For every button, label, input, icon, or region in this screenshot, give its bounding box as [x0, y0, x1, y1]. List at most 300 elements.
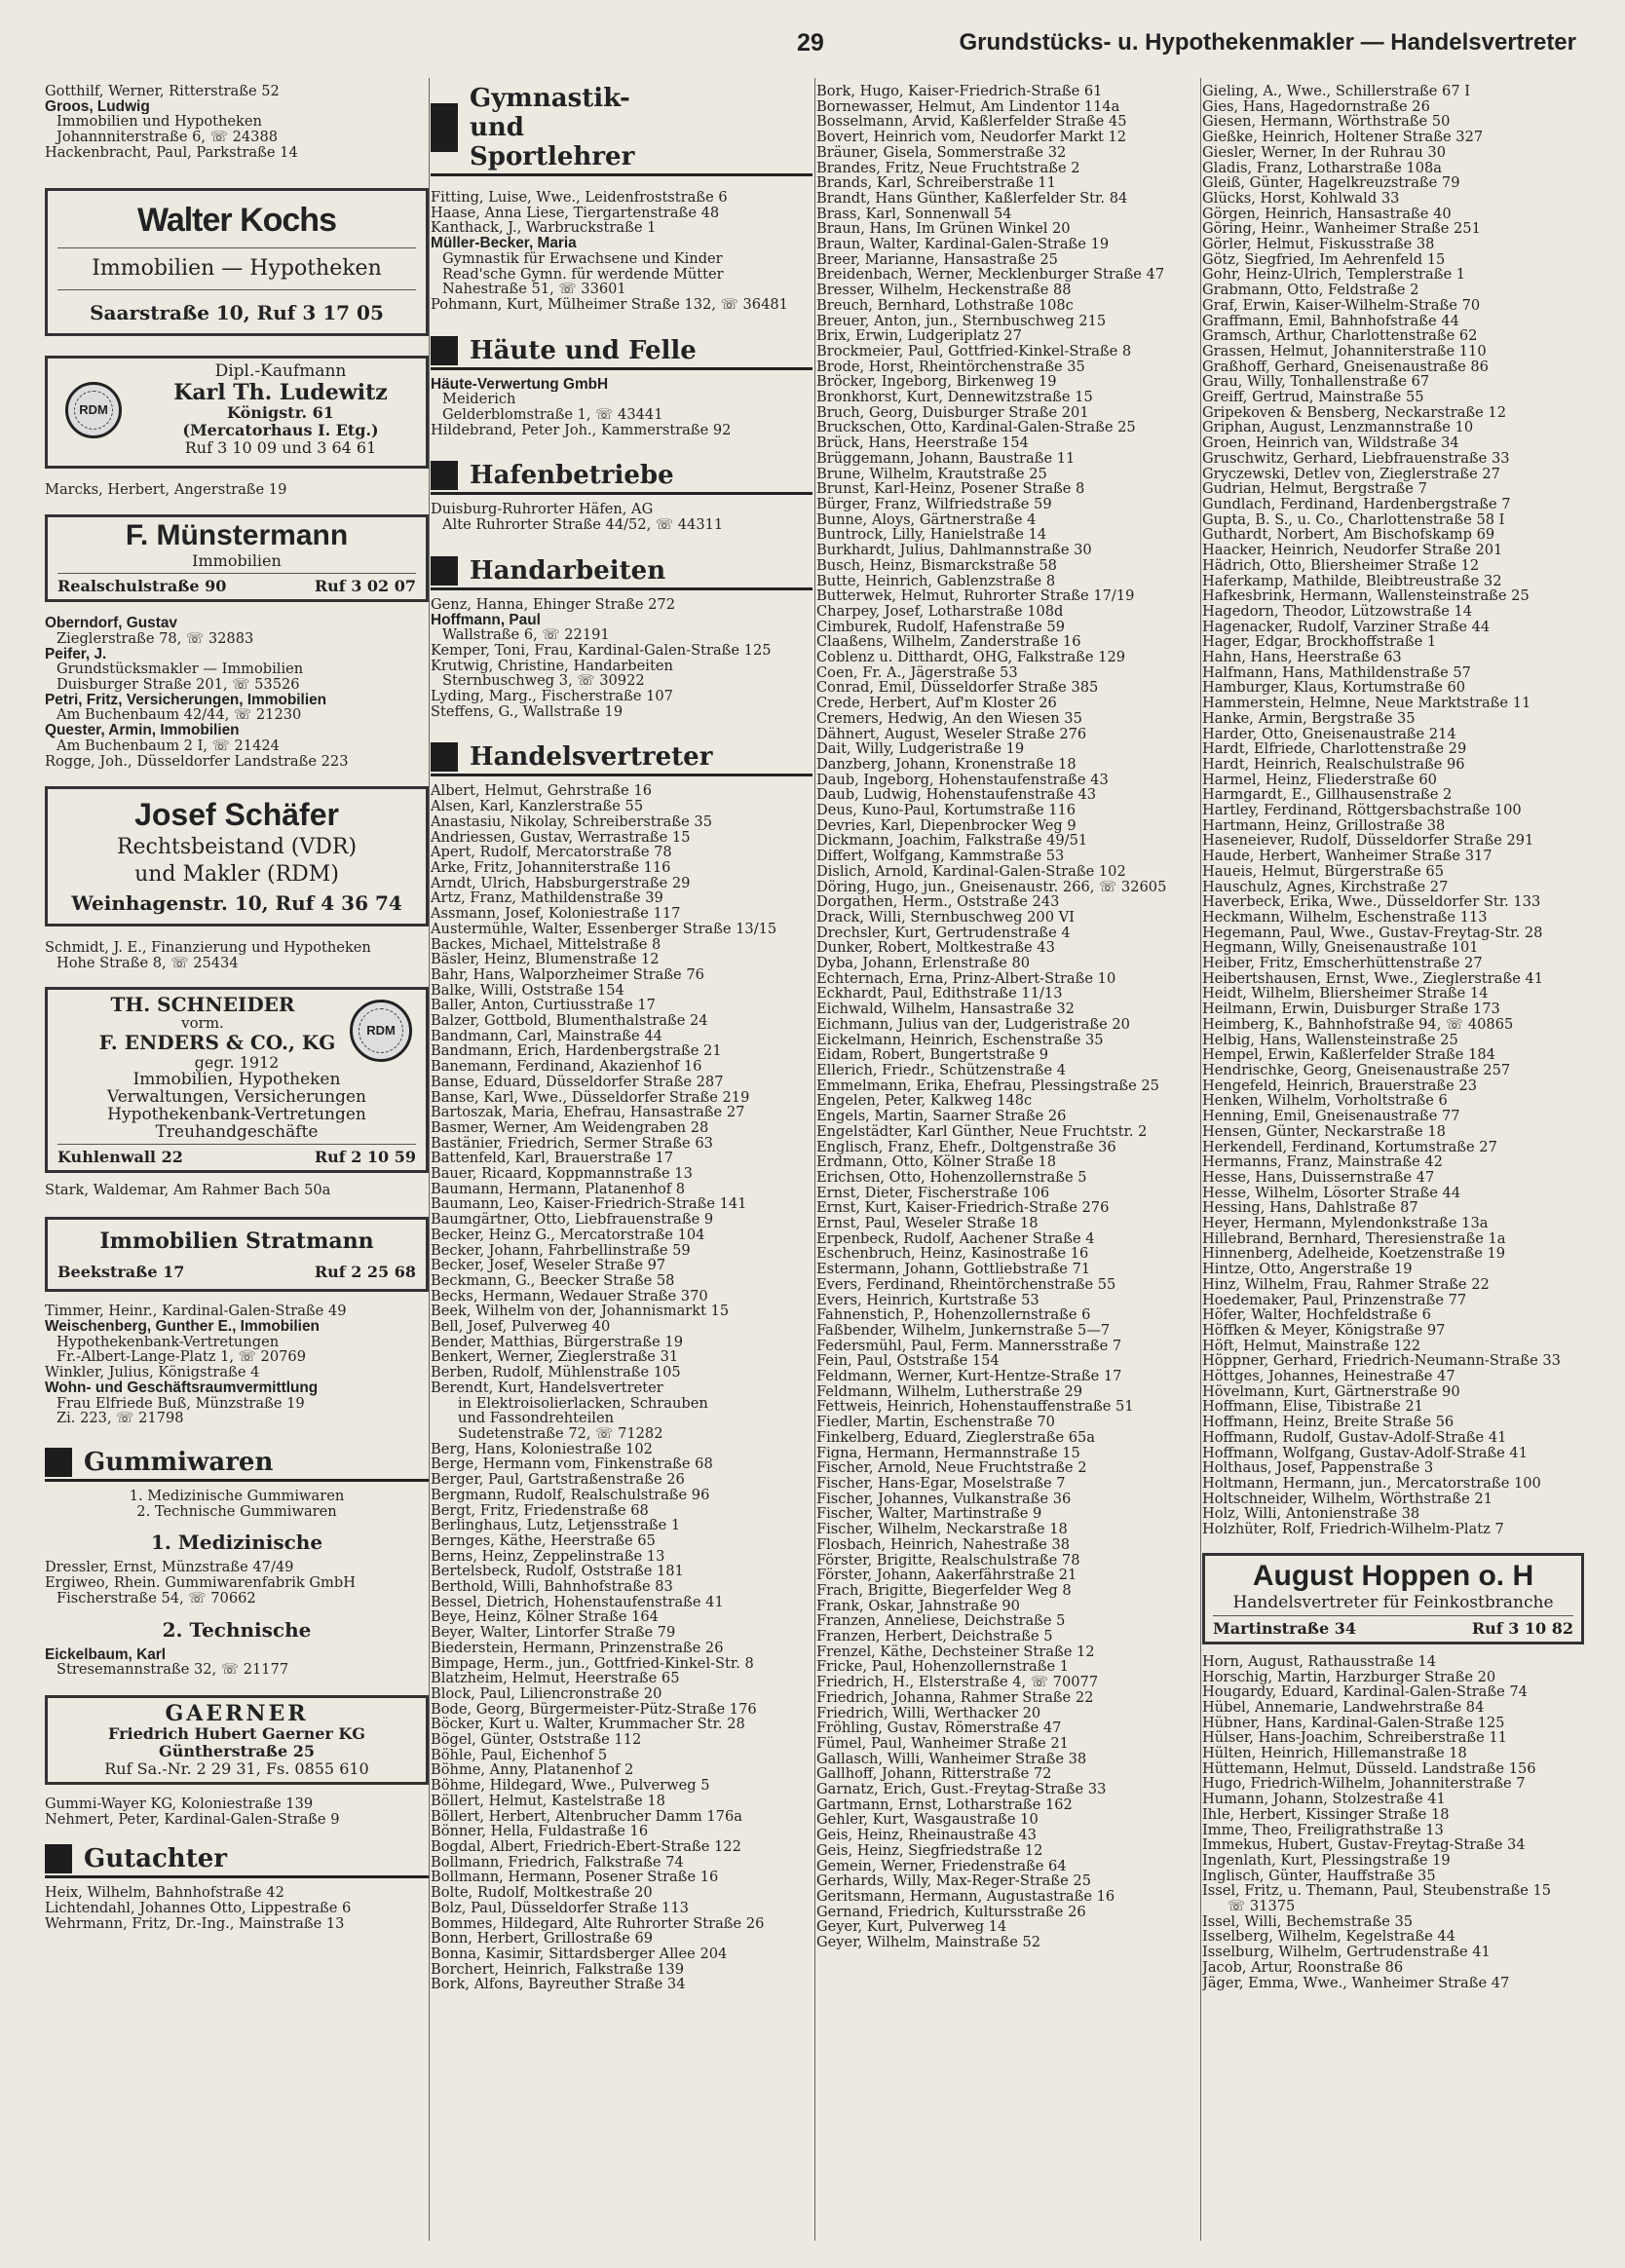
directory-entry: Hoffmann, Elise, Tibistraße 21	[1202, 1399, 1423, 1416]
directory-entry: Breuer, Anton, jun., Sternbuschweg 215	[816, 313, 1107, 329]
entry-group	[431, 1396, 812, 1442]
ad-ludewitz	[45, 356, 429, 469]
directory-entry: Berendt, Kurt, Handelsvertreter	[431, 1380, 663, 1396]
directory-entry: Fischer, Hans-Egar, Moselstraße 7	[816, 1475, 1066, 1492]
column-1	[45, 84, 429, 2237]
directory-entry: Fischer, Johannes, Vulkanstraße 36	[816, 1491, 1072, 1507]
rdm-logo-icon: RDM	[350, 1000, 412, 1062]
directory-entry: Baumann, Leo, Kaiser-Friedrich-Straße 141	[431, 1196, 747, 1213]
directory-entry: Benkert, Werner, Zieglerstraße 31	[431, 1349, 679, 1366]
directory-entry: Berg, Hans, Koloniestraße 102	[431, 1441, 653, 1457]
entry-name: Oberndorf, Gustav	[45, 616, 177, 631]
directory-entry: Hagenacker, Rudolf, Varziner Straße 44	[1202, 619, 1491, 635]
ad-line: Immobilien, Hypotheken	[132, 1069, 341, 1089]
ad-stratmann	[45, 1217, 429, 1292]
directory-entry: Heimberg, K., Bahnhofstraße 94, ☏ 40865	[1202, 1016, 1514, 1033]
directory-entry: Humann, Johann, Stolzestraße 41	[1202, 1792, 1446, 1807]
directory-entry: Guthardt, Norbert, Am Bischofskamp 69	[1202, 527, 1495, 544]
column-4	[1202, 84, 1584, 2237]
directory-entry: Ernst, Dieter, Fischerstraße 106	[816, 1185, 1050, 1201]
entry-group	[45, 482, 429, 498]
directory-entry: Bandmann, Erich, Hardenbergstraße 21	[431, 1043, 722, 1060]
directory-entry: Fischer, Arnold, Neue Fruchtstraße 2	[816, 1460, 1087, 1476]
entry-group	[45, 1647, 429, 1663]
sub-heading: 2. Technische	[162, 1617, 312, 1642]
directory-entry: Nahestraße 51, ☏ 33601	[442, 282, 626, 297]
directory-entry: Fröhling, Gustav, Römerstraße 47	[816, 1720, 1062, 1736]
directory-entry: Crede, Herbert, Auf'm Kloster 26	[816, 696, 1057, 711]
directory-entry: Issel, Willi, Bechemstraße 35	[1202, 1913, 1414, 1930]
directory-entry: 2. Technische Gummiwaren	[136, 1503, 337, 1520]
directory-entry: Herkendell, Ferdinand, Kortumstraße 27	[1202, 1139, 1497, 1155]
ad-line: Güntherstraße 25	[159, 1741, 315, 1760]
directory-entry: Hempel, Erwin, Kaßlerfelder Straße 184	[1202, 1047, 1495, 1063]
entry-group	[45, 1319, 429, 1335]
entry-group	[431, 423, 812, 438]
directory-entry: Hugo, Friedrich-Wilhelm, Johanniterstraße 7	[1202, 1776, 1526, 1793]
directory-entry: Evers, Ferdinand, Rheintörchenstraße 55	[816, 1276, 1116, 1293]
directory-entry: Eichwald, Wilhelm, Hansastraße 32	[816, 1002, 1075, 1017]
section-heading-gymnastik: Gymnastik- und Sportlehrer	[431, 84, 812, 176]
directory-entry: Hauschulz, Agnes, Kirchstraße 27	[1202, 879, 1449, 895]
directory-entry: Brass, Karl, Sonnenwall 54	[816, 206, 1012, 222]
directory-entry: Bork, Hugo, Kaiser-Friedrich-Straße 61	[816, 84, 1103, 99]
directory-entry: Assmann, Josef, Koloniestraße 117	[431, 906, 681, 922]
entry-group	[45, 1335, 429, 1365]
directory-entry: Förster, Brigitte, Realschulstraße 78	[816, 1552, 1080, 1569]
ad-line: Immobilien — Hypotheken	[92, 255, 382, 281]
directory-entry: Zieglerstraße 78, ☏ 32883	[57, 630, 254, 647]
directory-entry: Hensen, Günter, Neckarstraße 18	[1202, 1123, 1446, 1140]
entry-group	[816, 894, 1198, 1675]
column-rule	[429, 78, 430, 2241]
directory-entry: Braun, Walter, Kardinal-Galen-Straße 19	[816, 237, 1110, 252]
directory-entry: Becker, Johann, Fahrbellinstraße 59	[431, 1242, 691, 1259]
directory-entry: Böhme, Anny, Platanenhof 2	[431, 1762, 634, 1779]
ad-line: Treuhandgeschäfte	[155, 1121, 319, 1142]
column-3	[816, 84, 1198, 2237]
entry-group	[45, 1796, 429, 1827]
directory-entry: Halfmann, Hans, Mathildenstraße 57	[1202, 664, 1471, 681]
directory-entry: Dislich, Arnold, Kardinal-Galen-Straße 102	[816, 863, 1126, 880]
directory-entry: Fischerstraße 54, ☏ 70662	[57, 1590, 256, 1606]
directory-entry: Holzhüter, Rolf, Friedrich-Wilhelm-Platz 7	[1202, 1522, 1504, 1537]
directory-entry: Bergt, Fritz, Friedenstraße 68	[431, 1502, 649, 1519]
entry-group	[431, 627, 812, 643]
column-rule	[814, 78, 815, 2241]
directory-entry: Hengefeld, Heinrich, Brauerstraße 23	[1202, 1077, 1478, 1094]
ad-phone: Ruf 3 10 09 und 3 64 61	[184, 437, 377, 457]
directory-entry: Höft, Helmut, Mainstraße 122	[1202, 1338, 1421, 1354]
entry-name: Groos, Ludwig	[45, 98, 150, 115]
column-2	[431, 84, 812, 2237]
directory-entry: Görgen, Heinrich, Hansastraße 40	[1202, 206, 1452, 222]
directory-entry: Isselburg, Wilhelm, Gertrudenstraße 41	[1202, 1945, 1491, 1960]
ad-august-hoppen	[1202, 1553, 1584, 1644]
directory-entry: Haseneiever, Rudolf, Düsseldorfer Straße 291	[1202, 833, 1534, 850]
directory-entry: Hessing, Hans, Dahlstraße 87	[1202, 1200, 1418, 1217]
directory-entry: Frau Elfriede Buß, Münzstraße 19	[57, 1395, 305, 1412]
directory-entry: Austermühle, Walter, Essenberger Straße 13/15	[431, 921, 777, 937]
entry-name: Quester, Armin, Immobilien	[45, 723, 240, 738]
entry-group	[45, 1489, 429, 1519]
rdm-logo-icon: RDM	[65, 382, 122, 438]
directory-entry: Haverbeck, Erika, Wwe., Düsseldorfer Str. 133	[1202, 894, 1541, 910]
directory-entry: Förster, Johann, Aakerfährstraße 21	[816, 1568, 1077, 1583]
entry-group	[45, 940, 429, 956]
ad-name: Karl Th. Ludewitz	[173, 379, 388, 405]
directory-entry: Fettweis, Heinrich, Hohenstauffenstraße 51	[816, 1399, 1134, 1416]
ad-address: Weinhagenstr. 10, Ruf 4 36 74	[71, 891, 402, 916]
directory-entry: Differt, Wolfgang, Kammstraße 53	[816, 849, 1065, 864]
directory-entry: Böcker, Kurt u. Walter, Krummacher Str. 28	[431, 1717, 745, 1733]
directory-entry: Ernst, Kurt, Kaiser-Friedrich-Straße 276	[816, 1200, 1110, 1217]
entry-group	[45, 1591, 429, 1606]
directory-entry: Horn, August, Rathausstraße 14	[1202, 1653, 1436, 1670]
directory-entry: Jacob, Artur, Roonstraße 86	[1202, 1959, 1404, 1976]
sub-heading: 1. Medizinische	[150, 1531, 323, 1555]
entry-group	[45, 145, 429, 161]
directory-entry: Franzen, Anneliese, Deichstraße 5	[816, 1613, 1066, 1630]
directory-entry: Eickelmann, Heinrich, Eschenstraße 35	[816, 1032, 1104, 1048]
ad-name: F. ENDERS & CO., KG	[98, 1030, 336, 1054]
directory-entry: Heiber, Fritz, Emscherhüttenstraße 27	[1202, 956, 1483, 971]
directory-entry: Federsmühl, Paul, Ferm. Mannersstraße 7	[816, 1338, 1122, 1354]
directory-entry: Duisburg-Ruhrorter Häfen, AG	[431, 502, 654, 518]
directory-entry: Rogge, Joh., Düsseldorfer Landstraße 223	[45, 753, 349, 770]
directory-entry: Blatzheim, Helmut, Heerstraße 65	[431, 1671, 680, 1686]
directory-entry: Bernges, Käthe, Heerstraße 65	[431, 1532, 656, 1549]
directory-entry: Heidt, Wilhelm, Bliersheimer Straße 14	[1202, 986, 1489, 1002]
directory-entry: Emmelmann, Erika, Ehefrau, Plessingstraße 25	[816, 1077, 1159, 1094]
directory-entry: Frach, Brigitte, Biegerfelder Weg 8	[816, 1582, 1072, 1599]
directory-entry: Marcks, Herbert, Angerstraße 19	[45, 481, 287, 498]
directory-entry: Beye, Heinz, Kölner Straße 164	[431, 1609, 659, 1626]
directory-entry: Inglisch, Günter, Hauffstraße 35	[1202, 1868, 1436, 1884]
directory-entry: Gernand, Friedrich, Kultursstraße 26	[816, 1904, 1086, 1920]
entry-name: Müller-Becker, Maria	[431, 236, 577, 251]
directory-entry: Geis, Heinz, Rheinaustraße 43	[816, 1828, 1037, 1843]
entry-group	[431, 673, 812, 689]
directory-entry: Kemper, Toni, Frau, Kardinal-Galen-Straße 125	[431, 642, 772, 659]
directory-entry: Brode, Horst, Rheintörchenstraße 35	[816, 359, 1085, 375]
directory-entry: Höfer, Walter, Hochfeldstraße 6	[1202, 1307, 1431, 1323]
section-heading-hafenbetriebe: Hafenbetriebe	[431, 461, 812, 495]
entry-group	[1202, 1899, 1584, 1914]
directory-entry: Gotthilf, Werner, Ritterstraße 52	[45, 84, 280, 99]
ad-schneider-enders	[45, 987, 429, 1173]
entry-name: Wohn- und Geschäftsraumvermittlung	[45, 1380, 319, 1396]
directory-entry: Flosbach, Heinrich, Nahestraße 38	[816, 1536, 1071, 1553]
directory-entry: Geyer, Kurt, Pulverweg 14	[816, 1919, 1007, 1936]
directory-entry: Hildebrand, Peter Joh., Kammerstraße 92	[431, 422, 732, 438]
directory-entry: Gelderblomstraße 1, ☏ 43441	[442, 407, 663, 423]
directory-entry: Bell, Josef, Pulverweg 40	[431, 1319, 611, 1335]
directory-entry: Haacker, Heinrich, Neudorfer Straße 201	[1202, 543, 1503, 558]
directory-entry: Fr.-Albert-Lange-Platz 1, ☏ 20769	[57, 1349, 306, 1366]
directory-entry: Brune, Wilhelm, Krautstraße 25	[816, 466, 1047, 482]
ad-phone: Ruf 2 10 59	[314, 1147, 416, 1166]
directory-entry: Daub, Ingeborg, Hohenstaufenstraße 43	[816, 772, 1109, 788]
directory-entry: Breidenbach, Werner, Mecklenburger Straße 47	[816, 267, 1165, 284]
directory-entry: Greiff, Gertrud, Mainstraße 55	[1202, 390, 1424, 405]
running-title: Grundstücks- u. Hypothekenmakler — Handelsvertreter	[959, 29, 1576, 56]
entry-group	[431, 517, 812, 533]
directory-entry: Hoedemaker, Paul, Prinzenstraße 77	[1202, 1292, 1467, 1308]
directory-entry: Arke, Fritz, Johanniterstraße 116	[431, 859, 671, 876]
section-heading-handarbeiten: Handarbeiten	[431, 556, 812, 590]
directory-entry: Ihle, Herbert, Kissinger Straße 18	[1202, 1806, 1450, 1823]
directory-entry: Deus, Kuno-Paul, Kortumstraße 116	[816, 803, 1077, 818]
entry-group	[431, 297, 812, 313]
directory-entry: Immekus, Hubert, Gustav-Freytag-Straße 34	[1202, 1837, 1526, 1853]
directory-entry: Bröcker, Ingeborg, Birkenweg 19	[816, 374, 1057, 391]
directory-entry: Battenfeld, Karl, Brauerstraße 17	[431, 1151, 674, 1167]
directory-entry: Baumann, Hermann, Platanenhof 8	[431, 1181, 686, 1197]
directory-entry: Dait, Willy, Ludgeristraße 19	[816, 741, 1025, 757]
directory-entry: Drechsler, Kurt, Gertrudenstraße 4	[816, 925, 1071, 941]
entry-group	[45, 1662, 429, 1678]
directory-entry: Gryczewski, Detlev von, Zieglerstraße 27	[1202, 466, 1500, 482]
directory-entry: Hübner, Hans, Kardinal-Galen-Straße 125	[1202, 1715, 1505, 1731]
directory-entry: Wehrmann, Fritz, Dr.-Ing., Mainstraße 13	[45, 1915, 345, 1932]
directory-entry: Graffmann, Emil, Bahnhofstraße 44	[1202, 313, 1459, 329]
directory-entry: Bolte, Rudolf, Moltkestraße 20	[431, 1885, 653, 1901]
directory-entry: Bresser, Wilhelm, Heckenstraße 88	[816, 283, 1072, 298]
directory-entry: Faßbender, Wilhelm, Junkernstraße 5—7	[816, 1322, 1111, 1339]
directory-entry: Heyer, Hermann, Mylendonkstraße 13a	[1202, 1216, 1489, 1231]
directory-entry: Erpenbeck, Rudolf, Aachener Straße 4	[816, 1230, 1095, 1247]
directory-entry: Böhle, Paul, Eichenhof 5	[431, 1747, 608, 1763]
entry-group	[45, 662, 429, 692]
entry-group	[45, 956, 429, 971]
directory-entry: Horschig, Martin, Harzburger Straße 20	[1202, 1669, 1496, 1685]
directory-entry: Devries, Karl, Diepenbrocker Weg 9	[816, 817, 1077, 834]
directory-entry: Böhme, Hildegard, Wwe., Pulverweg 5	[431, 1778, 710, 1794]
ad-line: Rechtsbeistand (VDR)	[116, 835, 358, 860]
directory-entry: Fiedler, Martin, Eschenstraße 70	[816, 1415, 1055, 1430]
directory-entry: Eschenbruch, Heinz, Kasinostraße 16	[816, 1246, 1089, 1263]
directory-entry: Anastasiu, Nikolay, Schreiberstraße 35	[431, 813, 712, 830]
directory-entry: Alte Ruhrorter Straße 44/52, ☏ 44311	[442, 517, 724, 533]
entry-group	[1202, 1654, 1584, 1899]
directory-entry: Gehler, Kurt, Wasgaustraße 10	[816, 1812, 1039, 1829]
directory-entry: Bandmann, Carl, Mainstraße 44	[431, 1028, 662, 1044]
entry-group	[45, 647, 429, 662]
directory-entry: Sudetenstraße 72, ☏ 71282	[458, 1426, 663, 1442]
directory-entry: Schmidt, J. E., Finanzierung und Hypotheken	[45, 940, 371, 956]
directory-entry: Baumgärtner, Otto, Liebfrauenstraße 9	[431, 1212, 714, 1228]
directory-entry: Read'sche Gymn. für werdende Mütter	[442, 266, 724, 283]
directory-entry: Hinnenberg, Adelheide, Koetzenstraße 19	[1202, 1246, 1506, 1263]
entry-name: Petri, Fritz, Versicherungen, Immobilien	[45, 692, 327, 708]
directory-entry: Bertelsbeck, Rudolf, Oststraße 181	[431, 1564, 684, 1580]
directory-entry: Bornewasser, Helmut, Am Lindentor 114a	[816, 98, 1120, 115]
directory-entry: Helbig, Hans, Wallensteinstraße 25	[1202, 1032, 1458, 1048]
entry-group	[1202, 1017, 1584, 1033]
directory-entry: Fricke, Paul, Hohenzollernstraße 1	[816, 1659, 1070, 1676]
directory-entry: Block, Paul, Liliencronstraße 20	[431, 1685, 662, 1702]
directory-entry: Eichmann, Julius van der, Ludgeristraße 20	[816, 1016, 1130, 1033]
directory-entry: Busch, Heinz, Bismarckstraße 58	[816, 557, 1057, 574]
entry-group	[45, 1560, 429, 1575]
directory-entry: Garnatz, Erich, Gust.-Freytag-Straße 33	[816, 1782, 1107, 1797]
directory-entry: Berthold, Willi, Bahnhofstraße 83	[431, 1579, 673, 1595]
directory-entry: Wallstraße 6, ☏ 22191	[442, 627, 610, 643]
directory-entry: Conrad, Emil, Düsseldorfer Straße 385	[816, 680, 1099, 697]
directory-entry: Genz, Hanna, Ehinger Straße 272	[431, 596, 675, 613]
directory-entry: Dressler, Ernst, Münzstraße 47/49	[45, 1560, 294, 1576]
ad-phone: Ruf 3 10 82	[1471, 1618, 1573, 1638]
directory-entry: Höttges, Johannes, Heinestraße 47	[1202, 1369, 1455, 1384]
directory-entry: 1. Medizinische Gummiwaren	[129, 1488, 345, 1504]
entry-group	[45, 754, 429, 770]
directory-entry: Artz, Franz, Mathildenstraße 39	[431, 890, 663, 907]
directory-entry: Balzer, Gottbold, Blumenthalstraße 24	[431, 1013, 708, 1029]
directory-entry: Hüttemann, Helmut, Düsseld. Landstraße 156	[1202, 1760, 1536, 1777]
directory-entry: Gartmann, Ernst, Lotharstraße 162	[816, 1796, 1073, 1813]
directory-entry: Beckmann, G., Beecker Straße 58	[431, 1272, 675, 1289]
section-heading-handelsvertreter: Handelsvertreter	[431, 742, 812, 776]
directory-entry: Bosselmann, Arvid, Kaßlerfelder Straße 45	[816, 114, 1127, 131]
directory-entry: Lyding, Marg., Fischerstraße 107	[431, 689, 673, 704]
directory-entry: Hanke, Armin, Bergstraße 35	[1202, 710, 1416, 727]
directory-entry: Gundlach, Ferdinand, Hardenbergstraße 7	[1202, 496, 1511, 512]
directory-entry: Cremers, Hedwig, An den Wiesen 35	[816, 710, 1082, 727]
directory-entry: Franzen, Herbert, Deichstraße 5	[816, 1629, 1053, 1644]
directory-entry: Heix, Wilhelm, Bahnhofstraße 42	[45, 1885, 284, 1902]
directory-entry: Haase, Anna Liese, Tiergartenstraße 48	[431, 205, 720, 221]
directory-entry: Hendrischke, Georg, Gneisenaustraße 257	[1202, 1063, 1511, 1078]
ad-name: Immobilien Stratmann	[99, 1228, 374, 1255]
entry-group	[816, 880, 1198, 895]
ad-phone: Ruf 3 02 07	[314, 577, 416, 596]
directory-entry: Bögel, Günter, Oststraße 112	[431, 1732, 642, 1748]
entry-group	[431, 1442, 812, 1992]
directory-entry: Hülten, Heinrich, Hillemanstraße 18	[1202, 1746, 1467, 1761]
entry-group	[431, 251, 812, 297]
directory-entry: Berger, Paul, Gartstraßenstraße 26	[431, 1472, 685, 1488]
directory-entry: Gymnastik für Erwachsene und Kinder	[442, 250, 723, 267]
directory-entry: Harder, Otto, Gneisenaustraße 214	[1202, 726, 1456, 742]
directory-entry: Bender, Matthias, Bürgerstraße 19	[431, 1334, 683, 1350]
directory-entry: Grabmann, Otto, Feldstraße 2	[1202, 283, 1419, 298]
directory-entry: Beyer, Walter, Lintorfer Straße 79	[431, 1625, 676, 1641]
directory-entry: Bauer, Ricaard, Koppmannstraße 13	[431, 1166, 693, 1182]
directory-entry: Hintze, Otto, Angerstraße 19	[1202, 1262, 1413, 1277]
directory-entry: Berlinghaus, Lutz, Letjensstraße 1	[431, 1518, 681, 1533]
directory-entry: Höffken & Meyer, Königstraße 97	[1202, 1322, 1446, 1339]
directory-entry: Brüggemann, Johann, Baustraße 11	[816, 450, 1076, 467]
directory-entry: Berns, Heinz, Zeppelinstraße 13	[431, 1548, 665, 1565]
directory-entry: Echternach, Erna, Prinz-Albert-Straße 10	[816, 970, 1116, 987]
ad-line: Hypothekenbank-Vertretungen	[107, 1104, 366, 1124]
directory-entry: Brix, Erwin, Ludgeriplatz 27	[816, 328, 1022, 344]
directory-entry: Hartley, Ferdinand, Röttgersbachstraße 100	[1202, 803, 1522, 818]
directory-entry: Böllert, Herbert, Altenbrucher Damm 176a	[431, 1808, 742, 1825]
directory-entry: Gupta, B. S., u. Co., Charlottenstraße 58 I	[1202, 511, 1505, 528]
directory-entry: Höppner, Gerhard, Friedrich-Neumann-Straße 33	[1202, 1353, 1561, 1370]
directory-entry: Holz, Willi, Antonienstraße 38	[1202, 1506, 1420, 1523]
directory-entry: Jäger, Emma, Wwe., Wanheimer Straße 47	[1202, 1975, 1510, 1991]
ad-name: Walter Kochs	[136, 201, 336, 239]
directory-entry: Breer, Marianne, Hansastraße 25	[816, 251, 1058, 268]
directory-entry: Hardt, Heinrich, Realschulstraße 96	[1202, 756, 1465, 773]
directory-entry: Banse, Karl, Wwe., Düsseldorfer Straße 219	[431, 1089, 750, 1106]
ad-line: gegr. 1912	[194, 1052, 280, 1072]
directory-entry: Hülser, Hans-Joachim, Schreiberstraße 11	[1202, 1730, 1507, 1747]
entry-group	[45, 738, 429, 754]
directory-entry: Hougardy, Eduard, Kardinal-Galen-Straße 74	[1202, 1684, 1528, 1700]
directory-entry: Immobilien und Hypotheken	[57, 114, 262, 131]
entry-group	[45, 99, 429, 115]
directory-entry: Nehmert, Peter, Kardinal-Galen-Straße 9	[45, 1811, 340, 1828]
directory-entry: Hesse, Hans, Duissernstraße 47	[1202, 1169, 1435, 1186]
entry-group	[45, 1575, 429, 1591]
directory-entry: Becker, Josef, Weseler Straße 97	[431, 1258, 666, 1273]
ad-name: F. Münstermann	[125, 519, 349, 552]
directory-entry: Dyba, Johann, Erlenstraße 80	[816, 956, 1031, 971]
directory-entry: Fahnenstich, P., Hohenzollernstraße 6	[816, 1307, 1091, 1323]
directory-entry: Brockmeier, Paul, Gottfried-Kinkel-Straße 8	[816, 343, 1132, 359]
ad-name: TH. SCHNEIDER	[110, 992, 295, 1016]
directory-entry: Holthaus, Josef, Pappenstraße 3	[1202, 1460, 1434, 1476]
directory-entry: Fein, Paul, Oststraße 154	[816, 1353, 1000, 1370]
ad-address: Realschulstraße 90	[57, 577, 227, 596]
directory-entry: Groen, Heinrich van, Wildstraße 34	[1202, 435, 1459, 451]
directory-entry: in Elektroisolierlacken, Schrauben	[458, 1395, 708, 1412]
directory-entry: Butte, Heinrich, Gablenzstraße 8	[816, 573, 1056, 589]
directory-entry: Braun, Hans, Im Grünen Winkel 20	[816, 221, 1071, 238]
directory-entry: Fischer, Wilhelm, Neckarstraße 18	[816, 1522, 1068, 1537]
entry-group	[431, 392, 812, 422]
directory-entry: Henken, Wilhelm, Vorholtstraße 6	[1202, 1093, 1448, 1110]
directory-entry: Hädrich, Otto, Bliersheimer Straße 12	[1202, 557, 1480, 574]
entry-group	[45, 84, 429, 99]
directory-entry: Ernst, Paul, Weseler Straße 18	[816, 1216, 1039, 1231]
directory-entry: Drack, Willi, Sternbuschweg 200 VI	[816, 909, 1075, 926]
directory-entry: Am Buchenbaum 42/44, ☏ 21230	[57, 707, 302, 724]
entry-group	[431, 377, 812, 393]
ad-address: Beekstraße 17	[57, 1263, 185, 1282]
directory-entry: Ergiweo, Rhein. Gummiwarenfabrik GmbH	[45, 1575, 356, 1591]
directory-entry: Friedrich, Johanna, Rahmer Straße 22	[816, 1689, 1094, 1706]
directory-entry: Burkhardt, Julius, Dahlmannstraße 30	[816, 543, 1092, 558]
directory-entry: Estermann, Johann, Gottliebstraße 71	[816, 1262, 1091, 1277]
section-heading-gummiwaren: Gummiwaren	[45, 1448, 429, 1482]
directory-entry: Bommes, Hildegard, Alte Ruhrorter Straße 26	[431, 1915, 765, 1932]
directory-entry: Zi. 223, ☏ 21798	[57, 1411, 184, 1426]
directory-entry: Bäsler, Heinz, Blumenstraße 12	[431, 952, 660, 967]
entry-group	[431, 783, 812, 1395]
directory-entry: Issel, Fritz, u. Themann, Paul, Steubenstraße 15	[1202, 1883, 1552, 1900]
entry-group	[431, 597, 812, 613]
directory-entry: Biederstein, Hermann, Prinzenstraße 26	[431, 1640, 724, 1656]
directory-entry: Graßhoff, Gerhard, Gneisenaustraße 86	[1202, 359, 1489, 375]
directory-entry: Kanthack, J., Warbruckstraße 1	[431, 220, 657, 237]
directory-entry: Holtmann, Hermann, jun., Mercatorstraße 100	[1202, 1475, 1541, 1492]
directory-entry: Pohmann, Kurt, Mülheimer Straße 132, ☏ 36481	[431, 296, 788, 313]
ad-gaerner	[45, 1695, 429, 1785]
directory-entry: Bimpage, Herm., jun., Gottfried-Kinkel-Str. 8	[431, 1655, 754, 1672]
directory-entry: Friedrich, H., Elsterstraße 4, ☏ 70077	[816, 1675, 1099, 1690]
directory-entry: Hövelmann, Kurt, Gärtnerstraße 90	[1202, 1383, 1460, 1400]
entry-group	[431, 643, 812, 673]
directory-entry: Buntrock, Lilly, Hanielstraße 14	[816, 527, 1047, 544]
column-rule	[1200, 78, 1201, 2241]
directory-entry: Grassen, Helmut, Johanniterstraße 110	[1202, 343, 1487, 359]
page-header	[0, 29, 1625, 57]
